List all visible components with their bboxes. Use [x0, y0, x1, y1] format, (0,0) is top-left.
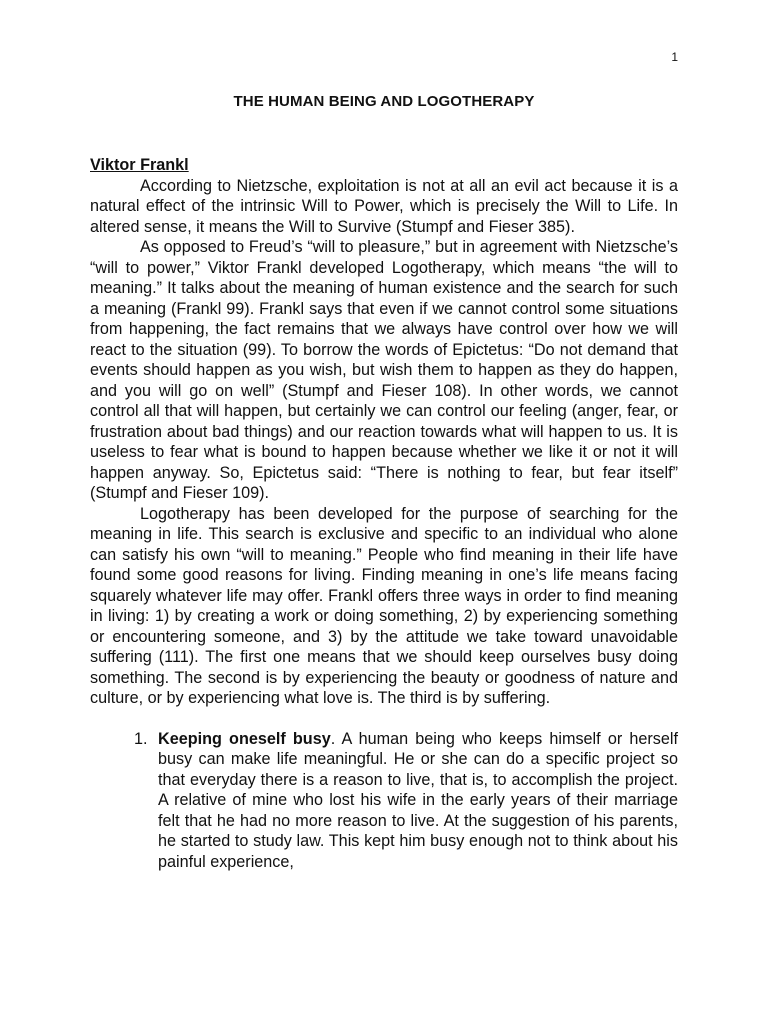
paragraph-1: According to Nietzsche, exploitation is not at all an evil act because it is a natural effect of the intrinsic Will to Power, which is precisely the Will to Life. In altered sense, it means the Will to Survive (Stumpf and Fieser 385).: [90, 176, 678, 236]
document-title: THE HUMAN BEING AND LOGOTHERAPY: [233, 93, 535, 110]
list-item-lead: Keeping oneself busy: [158, 729, 331, 748]
paragraph-2: As opposed to Freud’s “will to pleasure,” but in agreement with Nietzsche’s “will to power,” Viktor Frankl developed Logotherapy, which means “the will to meaning.” It talks about the meaning of human existence and the search for such a meaning (Frankl 99). Frankl says that even if we cannot control some situations from happening, the fact remains that we always have control over how we will react to the situation (99). To borrow the words of Epictetus: “Do not demand that events should happen as you wish, but wish them to happen as they do happen, and you will go on well” (Stumpf and Fieser 108). In other words, we cannot control all that will happen, but certainly we can control our feeling (anger, fear, or frustration about bad things) and our reaction towards what will happen to us. It is useless to fear what is bound to happen because whether we like it or not it will happen anyway. So, Epictetus said: “There is nothing to fear, but fear itself” (Stumpf and Fieser 109).: [90, 238, 678, 502]
page-number: 1: [671, 50, 678, 64]
document-body: [90, 155, 678, 872]
paragraph-3: Logotherapy has been developed for the purpose of searching for the meaning in life. This search is exclusive and specific to an individual who alone can satisfy his own “will to meaning.” People who find meaning in their life have found some good reasons for living. Finding meaning in one’s life means facing squarely whatever life may offer. Frankl offers three ways in order to find meaning in living: 1) by creating a work or doing something, 2) by experiencing something or encountering someone, and 3) by the attitude we take toward unavoidable suffering (111). The first one means that we should keep ourselves busy doing something. The second is by experiencing the beauty or goodness of nature and culture, or by experiencing what love is. The third is by suffering.: [90, 504, 678, 707]
list-item: [90, 729, 678, 873]
list-marker: 1.: [134, 729, 148, 748]
section-heading: Viktor Frankl: [90, 156, 189, 174]
numbered-list: [90, 729, 678, 873]
list-item-text: . A human being who keeps himself or herself busy can make life meaningful. He or she can do a specific project so that everyday there is a reason to live, that is, to accomplish the project. A relative of mine who lost his wife in the early years of their marriage felt that he had no more reason to live. At the suggestion of his parents, he started to study law. This kept him busy enough not to think about his painful experience,: [158, 729, 678, 871]
